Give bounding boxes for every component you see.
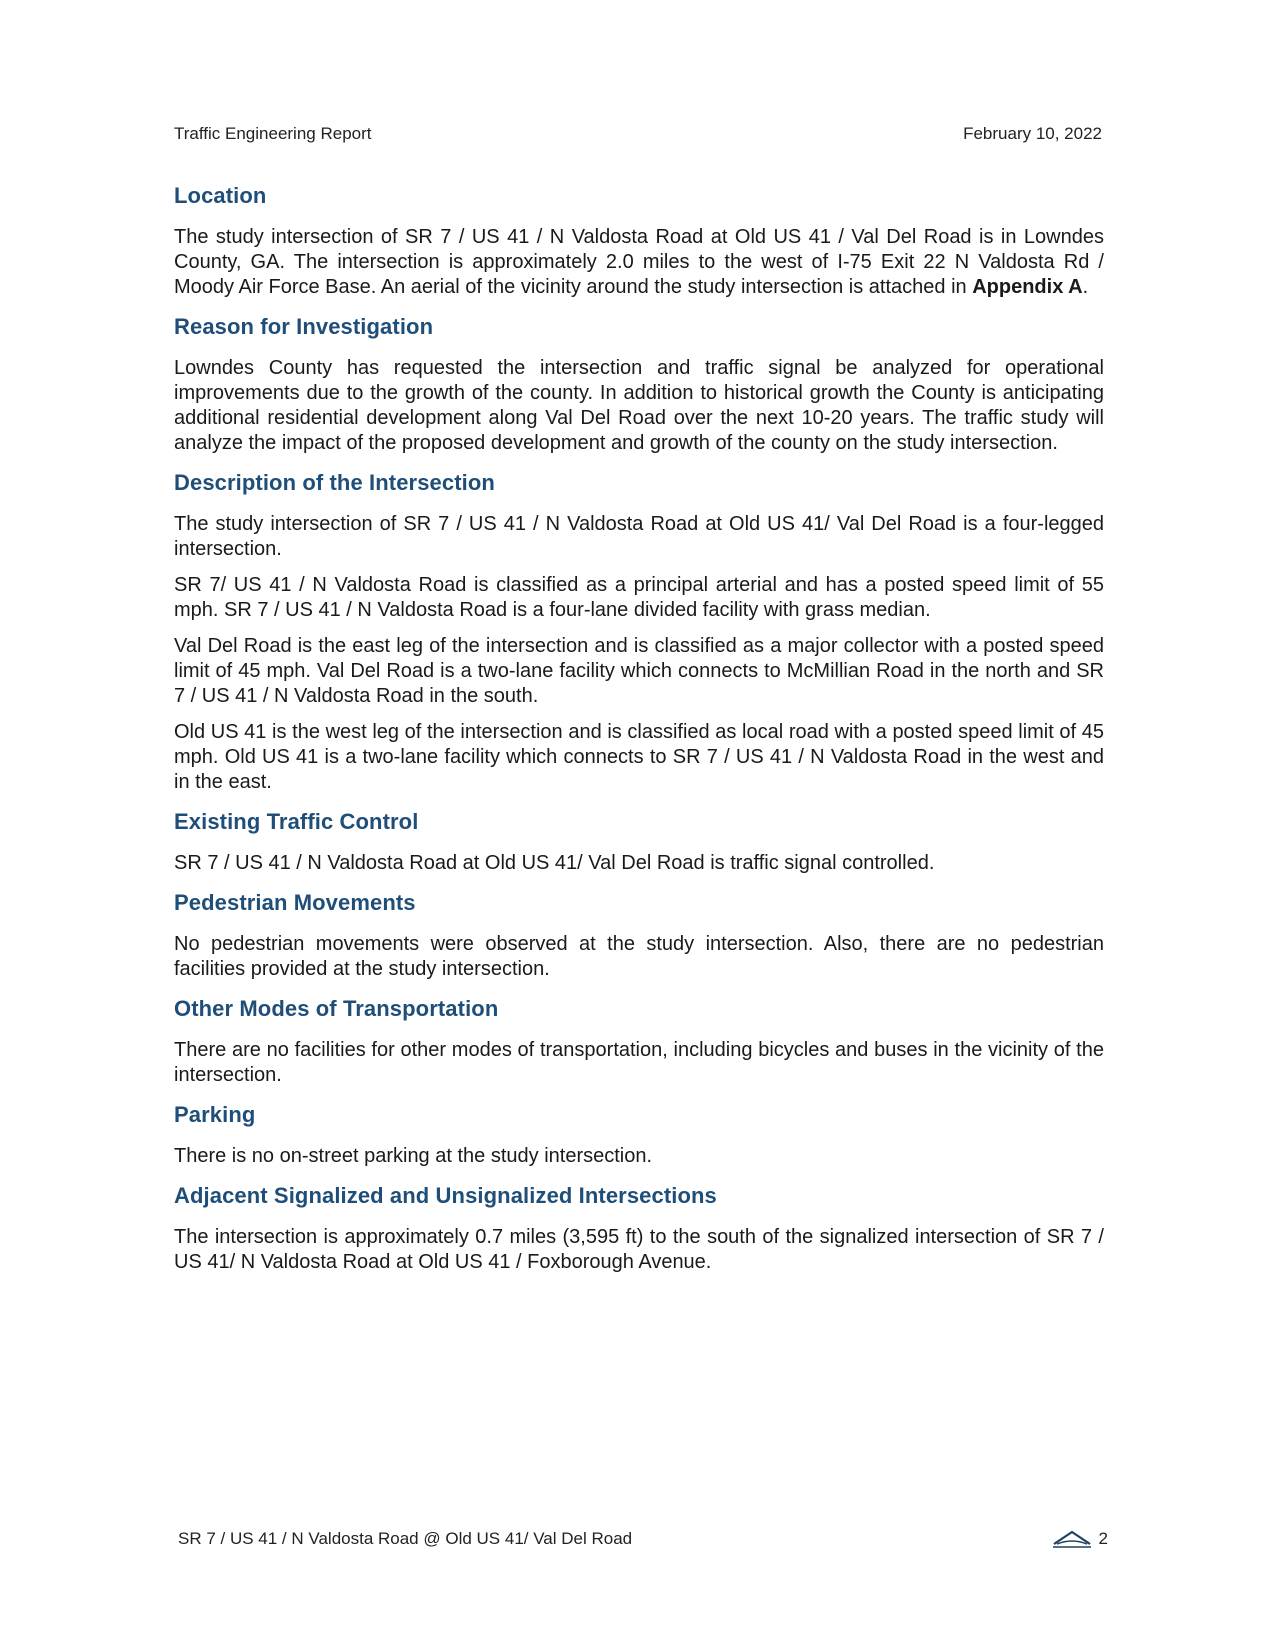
pedestrian-paragraph: No pedestrian movements were observed at the study intersection. Also, there are no pedestrian facilities provided at the study intersection. <box>174 933 1104 980</box>
report-title: Traffic Engineering Report <box>174 124 372 143</box>
section-heading-pedestrian: Pedestrian Movements <box>174 890 416 915</box>
page-number: 2 <box>1098 1529 1108 1548</box>
section-reason <box>174 314 1104 456</box>
section-parking <box>174 1102 1104 1169</box>
parking-paragraph: There is no on-street parking at the study intersection. <box>174 1145 653 1167</box>
section-heading-location: Location <box>174 183 267 208</box>
section-adjacent <box>174 1183 1104 1275</box>
page-header <box>174 124 1102 144</box>
section-heading-reason: Reason for Investigation <box>174 314 434 339</box>
footer-intersection-name: SR 7 / US 41 / N Valdosta Road @ Old US 41/ Val Del Road <box>178 1529 633 1548</box>
location-text: The study intersection of SR 7 / US 41 / N Valdosta Road at Old US 41 / Val Del Road is in Lowndes County, GA. The intersection is approximately 2.0 miles to the west of I-75 Exit 22 N Valdosta Rd / Moody Air Force Base. An aerial of the vicinity around the study intersection is attached in <box>174 226 1104 298</box>
other-modes-paragraph: There are no facilities for other modes of transportation, including bicycles and buses in the vicinity of the intersection. <box>174 1039 1104 1086</box>
section-heading-description: Description of the Intersection <box>174 470 495 495</box>
traffic-control-paragraph: SR 7 / US 41 / N Valdosta Road at Old US 41/ Val Del Road is traffic signal controlled. <box>174 852 935 874</box>
section-location <box>174 183 1104 300</box>
report-content <box>174 183 1104 1289</box>
section-heading-adjacent: Adjacent Signalized and Unsignalized Intersections <box>174 1183 717 1208</box>
page-footer <box>178 1529 1108 1549</box>
description-paragraph-2: SR 7/ US 41 / N Valdosta Road is classified as a principal arterial and has a posted speed limit of 55 mph. SR 7 / US 41 / N Valdosta Road is a four-lane divided facility with grass median. <box>174 574 1104 621</box>
location-paragraph <box>174 225 1104 300</box>
section-heading-traffic-control: Existing Traffic Control <box>174 809 419 834</box>
description-paragraph-1: The study intersection of SR 7 / US 41 / N Valdosta Road at Old US 41/ Val Del Road is a four-legged intersection. <box>174 513 1104 560</box>
appendix-reference: Appendix A <box>972 276 1083 298</box>
section-heading-parking: Parking <box>174 1102 256 1127</box>
adjacent-paragraph: The intersection is approximately 0.7 miles (3,595 ft) to the south of the signalized intersection of SR 7 / US 41/ N Valdosta Road at Old US 41 / Foxborough Avenue. <box>174 1226 1104 1273</box>
section-heading-other-modes: Other Modes of Transportation <box>174 996 499 1021</box>
section-description <box>174 470 1104 795</box>
location-text-end: . <box>1082 276 1089 298</box>
description-paragraph-4: Old US 41 is the west leg of the intersection and is classified as local road with a posted speed limit of 45 mph. Old US 41 is a two-lane facility which connects to SR 7 / US 41 / N Valdosta Road in the west and in the east. <box>174 721 1104 793</box>
company-logo-icon <box>1051 1529 1093 1549</box>
section-pedestrian <box>174 890 1104 982</box>
description-paragraph-3: Val Del Road is the east leg of the intersection and is classified as a major collector with a posted speed limit of 45 mph. Val Del Road is a two-lane facility which connects to McMillian Road in the north and SR 7 / US 41 / N Valdosta Road in the south. <box>174 635 1104 707</box>
section-other-modes <box>174 996 1104 1088</box>
report-date: February 10, 2022 <box>963 124 1102 143</box>
reason-paragraph: Lowndes County has requested the intersection and traffic signal be analyzed for operational improvements due to the growth of the county. In addition to historical growth the County is anticipating additional residential development along Val Del Road over the next 10-20 years. The traffic study will analyze the impact of the proposed development and growth of the county on the study intersection. <box>174 357 1104 454</box>
footer-right <box>1051 1529 1108 1549</box>
section-traffic-control <box>174 809 1104 876</box>
